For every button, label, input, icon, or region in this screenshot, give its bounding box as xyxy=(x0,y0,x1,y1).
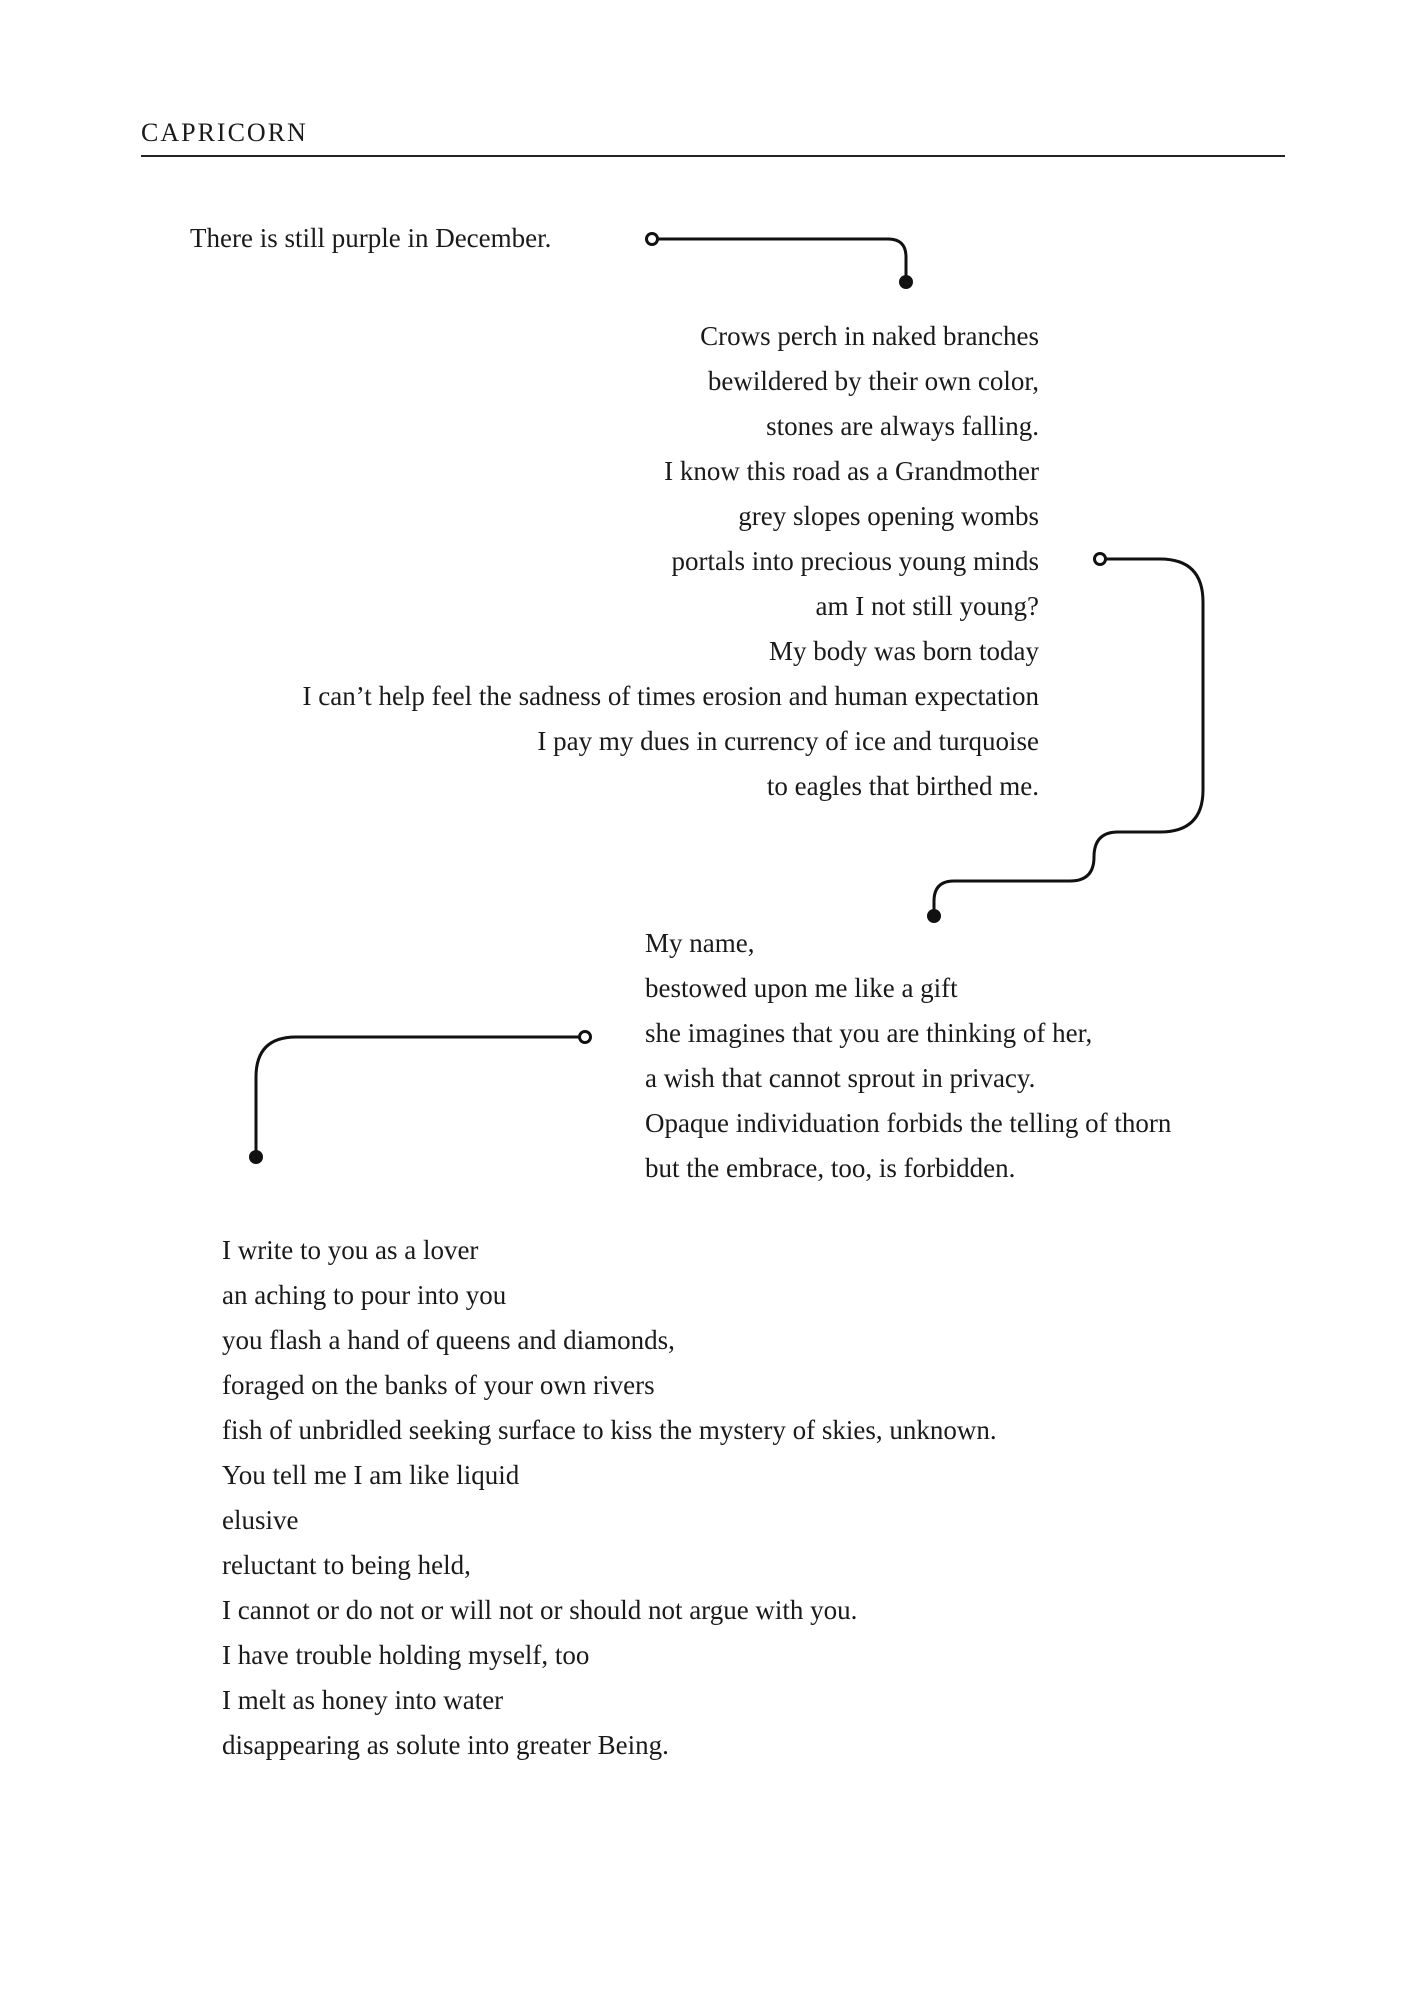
poem-stanza-1 xyxy=(302,314,1039,809)
poem-stanza-2 xyxy=(645,921,1171,1191)
poem-line: Opaque individuation forbids the telling of thorn xyxy=(645,1108,1172,1138)
poem-line: foraged on the banks of your own rivers xyxy=(222,1370,655,1400)
connector-end-dot-3 xyxy=(249,1150,263,1164)
poem-line: My body was born today xyxy=(769,636,1039,666)
poem-line: I know this road as a Grandmother xyxy=(664,456,1039,486)
poem-line: am I not still young? xyxy=(815,591,1039,621)
poem-line: you flash a hand of queens and diamonds, xyxy=(222,1325,675,1355)
poem-opening-line: There is still purple in December. xyxy=(190,223,552,253)
poem-line: reluctant to being held, xyxy=(222,1550,471,1580)
poem-line: bestowed upon me like a gift xyxy=(645,973,958,1003)
connector-line-3 xyxy=(256,1037,585,1157)
poem-line: stones are always falling. xyxy=(766,411,1039,441)
connector-start-ring-2 xyxy=(1095,554,1106,565)
poem-line: I write to you as a lover xyxy=(222,1235,479,1265)
poem-line: My name, xyxy=(645,928,755,958)
page-header-title: CAPRICORN xyxy=(141,118,308,147)
poem-stanza-3 xyxy=(222,1228,997,1768)
poem-line: Crows perch in naked branches xyxy=(700,321,1039,351)
poem-line: I cannot or do not or will not or should not argue with you. xyxy=(222,1595,858,1625)
poem-line: You tell me I am like liquid xyxy=(222,1460,520,1490)
connector-start-ring-3 xyxy=(580,1032,591,1043)
poem-line: to eagles that birthed me. xyxy=(766,771,1039,801)
poem-line: an aching to pour into you xyxy=(222,1280,507,1310)
poem-line: portals into precious young minds xyxy=(671,546,1039,576)
poem-line: I can’t help feel the sadness of times erosion and human expectation xyxy=(302,681,1039,711)
poem-line: bewildered by their own color, xyxy=(707,366,1039,396)
poem-line: a wish that cannot sprout in privacy. xyxy=(645,1063,1036,1093)
poem-line: she imagines that you are thinking of her, xyxy=(645,1018,1093,1048)
poem-line: fish of unbridled seeking surface to kiss the mystery of skies, unknown. xyxy=(222,1415,997,1445)
connector-start-ring-1 xyxy=(647,234,658,245)
poem-line: but the embrace, too, is forbidden. xyxy=(645,1153,1016,1183)
connector-line-1 xyxy=(652,239,906,281)
connector-end-dot-1 xyxy=(899,275,913,289)
poem-line: disappearing as solute into greater Being. xyxy=(222,1730,669,1760)
poem-line: I have trouble holding myself, too xyxy=(222,1640,590,1670)
poem-line: elusive xyxy=(222,1505,299,1535)
poem-line: grey slopes opening wombs xyxy=(738,501,1039,531)
poem-line: I melt as honey into water xyxy=(222,1685,504,1715)
poem-line: I pay my dues in currency of ice and turquoise xyxy=(537,726,1039,756)
